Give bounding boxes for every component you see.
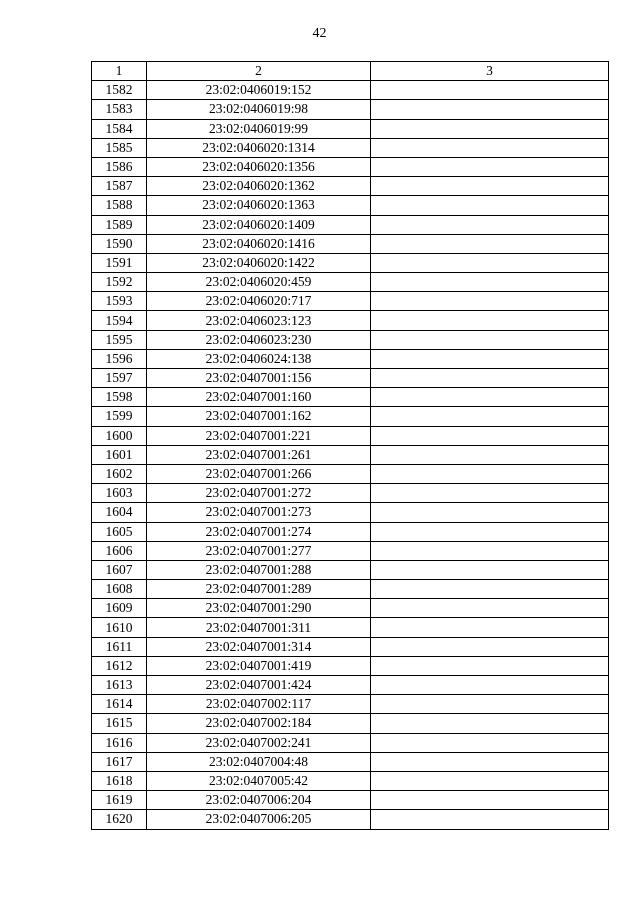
- cadastral-number-cell: 23:02:0406020:1356: [147, 157, 371, 176]
- table-row: [92, 656, 609, 675]
- cadastral-number-cell: 23:02:0407001:221: [147, 426, 371, 445]
- table-row: [92, 407, 609, 426]
- table-row: [92, 714, 609, 733]
- cadastral-number-cell: 23:02:0407001:311: [147, 618, 371, 637]
- row-number-cell: 1610: [92, 618, 147, 637]
- cadastral-number-cell: 23:02:0407001:266: [147, 464, 371, 483]
- row-number-cell: 1585: [92, 138, 147, 157]
- row-number-cell: 1593: [92, 292, 147, 311]
- table-row: [92, 676, 609, 695]
- table-row: [92, 445, 609, 464]
- table-row: [92, 484, 609, 503]
- row-number-cell: 1612: [92, 656, 147, 675]
- row-number-cell: 1613: [92, 676, 147, 695]
- cadastral-number-cell: 23:02:0407006:205: [147, 810, 371, 829]
- row-number-cell: 1606: [92, 541, 147, 560]
- note-cell: [371, 599, 609, 618]
- row-number-cell: 1598: [92, 388, 147, 407]
- row-number-cell: 1597: [92, 369, 147, 388]
- table-row: [92, 81, 609, 100]
- note-cell: [371, 196, 609, 215]
- cadastral-number-cell: 23:02:0406019:152: [147, 81, 371, 100]
- cadastral-number-cell: 23:02:0407001:424: [147, 676, 371, 695]
- cadastral-number-cell: 23:02:0407006:204: [147, 791, 371, 810]
- cadastral-number-cell: 23:02:0407001:274: [147, 522, 371, 541]
- row-number-cell: 1595: [92, 330, 147, 349]
- note-cell: [371, 215, 609, 234]
- cadastral-number-cell: 23:02:0406024:138: [147, 349, 371, 368]
- cadastral-number-cell: 23:02:0407001:288: [147, 560, 371, 579]
- cadastral-number-cell: 23:02:0406023:230: [147, 330, 371, 349]
- row-number-cell: 1618: [92, 771, 147, 790]
- note-cell: [371, 676, 609, 695]
- note-cell: [371, 138, 609, 157]
- note-cell: [371, 292, 609, 311]
- cadastral-number-cell: 23:02:0407001:273: [147, 503, 371, 522]
- note-cell: [371, 733, 609, 752]
- table-row: [92, 771, 609, 790]
- row-number-cell: 1588: [92, 196, 147, 215]
- row-number-cell: 1604: [92, 503, 147, 522]
- row-number-cell: 1615: [92, 714, 147, 733]
- note-cell: [371, 388, 609, 407]
- table-row: [92, 234, 609, 253]
- note-cell: [371, 119, 609, 138]
- row-number-cell: 1611: [92, 637, 147, 656]
- cadastral-number-cell: 23:02:0407004:48: [147, 752, 371, 771]
- row-number-cell: 1620: [92, 810, 147, 829]
- cadastral-number-cell: 23:02:0406020:1409: [147, 215, 371, 234]
- note-cell: [371, 234, 609, 253]
- row-number-cell: 1602: [92, 464, 147, 483]
- table-row: [92, 253, 609, 272]
- cadastral-number-cell: 23:02:0407001:289: [147, 580, 371, 599]
- cadastral-number-cell: 23:02:0407001:156: [147, 369, 371, 388]
- note-cell: [371, 771, 609, 790]
- cadastral-number-cell: 23:02:0406020:1416: [147, 234, 371, 253]
- table-row: [92, 119, 609, 138]
- row-number-cell: 1594: [92, 311, 147, 330]
- note-cell: [371, 618, 609, 637]
- table-row: [92, 637, 609, 656]
- note-cell: [371, 81, 609, 100]
- table-row: [92, 522, 609, 541]
- page-number: 42: [312, 26, 327, 41]
- column-header-1: 1: [92, 62, 147, 81]
- table-row: [92, 330, 609, 349]
- table-row: [92, 388, 609, 407]
- cadastral-number-cell: 23:02:0406023:123: [147, 311, 371, 330]
- cadastral-number-cell: 23:02:0407005:42: [147, 771, 371, 790]
- table-row: [92, 369, 609, 388]
- note-cell: [371, 522, 609, 541]
- note-cell: [371, 426, 609, 445]
- note-cell: [371, 656, 609, 675]
- row-number-cell: 1609: [92, 599, 147, 618]
- note-cell: [371, 177, 609, 196]
- row-number-cell: 1601: [92, 445, 147, 464]
- row-number-cell: 1599: [92, 407, 147, 426]
- note-cell: [371, 637, 609, 656]
- cadastral-number-cell: 23:02:0407001:419: [147, 656, 371, 675]
- row-number-cell: 1592: [92, 273, 147, 292]
- table-row: [92, 138, 609, 157]
- note-cell: [371, 253, 609, 272]
- table-row: [92, 541, 609, 560]
- cadastral-number-cell: 23:02:0407002:117: [147, 695, 371, 714]
- note-cell: [371, 714, 609, 733]
- table-row: [92, 580, 609, 599]
- cadastral-number-cell: 23:02:0407001:261: [147, 445, 371, 464]
- cadastral-number-cell: 23:02:0407002:241: [147, 733, 371, 752]
- table-row: [92, 464, 609, 483]
- cadastral-number-cell: 23:02:0407001:272: [147, 484, 371, 503]
- cadastral-number-cell: 23:02:0406020:717: [147, 292, 371, 311]
- note-cell: [371, 407, 609, 426]
- cadastral-number-cell: 23:02:0407001:160: [147, 388, 371, 407]
- cadastral-number-cell: 23:02:0407001:277: [147, 541, 371, 560]
- row-number-cell: 1590: [92, 234, 147, 253]
- note-cell: [371, 541, 609, 560]
- table-row: [92, 311, 609, 330]
- note-cell: [371, 503, 609, 522]
- note-cell: [371, 273, 609, 292]
- note-cell: [371, 330, 609, 349]
- cadastral-number-cell: 23:02:0407001:290: [147, 599, 371, 618]
- row-number-cell: 1584: [92, 119, 147, 138]
- row-number-cell: 1586: [92, 157, 147, 176]
- cadastral-number-cell: 23:02:0406019:99: [147, 119, 371, 138]
- row-number-cell: 1589: [92, 215, 147, 234]
- cadastral-number-cell: 23:02:0406020:1314: [147, 138, 371, 157]
- cadastral-number-cell: 23:02:0406020:1362: [147, 177, 371, 196]
- table-body: [92, 81, 609, 829]
- row-number-cell: 1591: [92, 253, 147, 272]
- table-row: [92, 618, 609, 637]
- table-row: [92, 100, 609, 119]
- table-row: [92, 733, 609, 752]
- note-cell: [371, 810, 609, 829]
- cadastral-number-cell: 23:02:0406020:459: [147, 273, 371, 292]
- table-row: [92, 752, 609, 771]
- row-number-cell: 1614: [92, 695, 147, 714]
- row-number-cell: 1603: [92, 484, 147, 503]
- table-row: [92, 560, 609, 579]
- row-number-cell: 1583: [92, 100, 147, 119]
- table-row: [92, 426, 609, 445]
- row-number-cell: 1608: [92, 580, 147, 599]
- row-number-cell: 1619: [92, 791, 147, 810]
- note-cell: [371, 752, 609, 771]
- row-number-cell: 1600: [92, 426, 147, 445]
- table-row: [92, 292, 609, 311]
- table-row: [92, 157, 609, 176]
- note-cell: [371, 580, 609, 599]
- row-number-cell: 1616: [92, 733, 147, 752]
- note-cell: [371, 484, 609, 503]
- note-cell: [371, 560, 609, 579]
- column-header-3: 3: [371, 62, 609, 81]
- cadastral-table: [91, 61, 609, 830]
- cadastral-number-cell: 23:02:0406020:1422: [147, 253, 371, 272]
- table-row: [92, 791, 609, 810]
- cadastral-number-cell: 23:02:0407001:162: [147, 407, 371, 426]
- table-header-row: [92, 62, 609, 81]
- note-cell: [371, 695, 609, 714]
- row-number-cell: 1596: [92, 349, 147, 368]
- row-number-cell: 1582: [92, 81, 147, 100]
- note-cell: [371, 311, 609, 330]
- note-cell: [371, 349, 609, 368]
- row-number-cell: 1617: [92, 752, 147, 771]
- cadastral-number-cell: 23:02:0407002:184: [147, 714, 371, 733]
- table-row: [92, 599, 609, 618]
- table-row: [92, 810, 609, 829]
- cadastral-number-cell: 23:02:0406019:98: [147, 100, 371, 119]
- table-row: [92, 177, 609, 196]
- table-row: [92, 215, 609, 234]
- note-cell: [371, 445, 609, 464]
- table-row: [92, 349, 609, 368]
- table-row: [92, 196, 609, 215]
- cadastral-number-cell: 23:02:0407001:314: [147, 637, 371, 656]
- column-header-2: 2: [147, 62, 371, 81]
- note-cell: [371, 791, 609, 810]
- table-row: [92, 695, 609, 714]
- row-number-cell: 1607: [92, 560, 147, 579]
- cadastral-number-cell: 23:02:0406020:1363: [147, 196, 371, 215]
- note-cell: [371, 100, 609, 119]
- table-row: [92, 273, 609, 292]
- row-number-cell: 1587: [92, 177, 147, 196]
- note-cell: [371, 157, 609, 176]
- note-cell: [371, 464, 609, 483]
- table-row: [92, 503, 609, 522]
- note-cell: [371, 369, 609, 388]
- row-number-cell: 1605: [92, 522, 147, 541]
